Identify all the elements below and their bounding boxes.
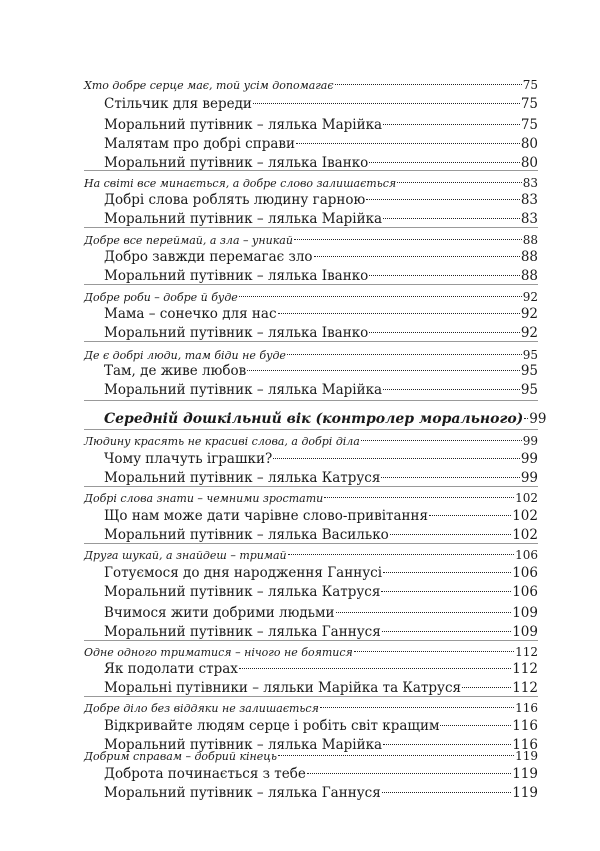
toc-section-title (104, 411, 547, 427)
toc-title: Добрі слова роблять людину гарною (104, 192, 366, 208)
toc-heading (84, 548, 538, 562)
toc-title: Добре все переймай, а зла – уникай (84, 234, 293, 247)
toc-entry (104, 192, 538, 208)
toc-entry (104, 508, 538, 524)
toc-title: Стільчик для вереди (104, 96, 252, 112)
toc-entry (104, 306, 538, 322)
toc-heading (84, 491, 538, 505)
dot-leader (383, 572, 511, 573)
toc-entry (104, 117, 538, 133)
dot-leader (239, 296, 522, 297)
dot-leader (382, 792, 511, 793)
page-number: 75 (520, 117, 538, 133)
page-number: 75 (520, 96, 538, 112)
toc-title: Добрим справам – добрий кінець (84, 750, 277, 763)
toc-entry (104, 136, 538, 152)
dot-leader (314, 256, 520, 257)
dot-leader (440, 725, 511, 726)
dot-leader (278, 755, 514, 756)
toc-title: Моральний путівник – лялька Марійка (104, 211, 383, 227)
dot-leader (381, 591, 511, 592)
toc-entry (104, 766, 538, 782)
page-number: 119 (512, 766, 538, 782)
toc-title: Моральні путівники – ляльки Марійка та Катруся (104, 680, 462, 696)
toc-title: Добро завжди перемагає зло (104, 249, 313, 265)
toc-title: Друга шукай, а знайдеш – тримай (84, 549, 287, 562)
toc-entry (104, 624, 538, 640)
toc-heading (84, 749, 538, 763)
toc-title: Готуємося до дня народження Ганнусі (104, 565, 383, 581)
toc-title: Як подолати страх (104, 661, 238, 677)
page-number: 80 (520, 155, 538, 171)
toc-heading (84, 233, 538, 247)
page-number: 106 (512, 565, 538, 581)
toc-heading (84, 290, 538, 304)
toc-title: На світі все минається, а добре слово залишається (84, 177, 397, 190)
dot-leader (383, 218, 520, 219)
page-number: 116 (515, 701, 538, 715)
page-number: 109 (512, 624, 538, 640)
toc-title: Моральний путівник – лялька Марійка (104, 117, 383, 133)
dot-leader (307, 773, 511, 774)
toc-entry (104, 268, 538, 284)
dot-leader (383, 744, 511, 745)
page-number: 112 (512, 661, 538, 677)
toc-title: Моральний путівник – лялька Іванко (104, 325, 369, 341)
toc-entry (104, 718, 538, 734)
page-number: 92 (520, 306, 538, 322)
toc-title: Моральний путівник – лялька Марійка (104, 737, 383, 753)
toc-entry (104, 96, 538, 112)
toc-entry (104, 565, 538, 581)
dot-leader (383, 124, 520, 125)
page-number: 88 (522, 233, 538, 247)
page-number: 95 (520, 363, 538, 379)
page-number: 99 (529, 411, 547, 427)
dot-leader (320, 707, 514, 708)
dot-leader (361, 440, 522, 441)
dot-leader (354, 651, 514, 652)
toc-title: Вчимося жити добрими людьми (104, 605, 335, 621)
toc-title: Добрі слова знати – чемними зростати (84, 492, 324, 505)
page-number: 119 (515, 749, 538, 763)
toc-title: Добре роби – добре й буде (84, 291, 238, 304)
page-number: 106 (512, 584, 538, 600)
dot-leader (429, 515, 511, 516)
page-number: 99 (520, 470, 538, 486)
toc-title: Людину красять не красиві слова, а добрі діла (84, 435, 360, 448)
toc-entry (104, 249, 538, 265)
toc-heading (84, 645, 538, 659)
page-number: 88 (520, 249, 538, 265)
page-number: 99 (522, 434, 538, 448)
toc-title: Моральний путівник – лялька Катруся (104, 470, 381, 486)
toc-title: Відкривайте людям серце і робіть світ кращим (104, 718, 440, 734)
dot-leader (390, 534, 511, 535)
toc-entry (104, 661, 538, 677)
page-number: 92 (520, 325, 538, 341)
dot-leader (397, 182, 522, 183)
toc-title: Середній дошкільний вік (контролер морального) (104, 411, 524, 427)
toc-title: Моральний путівник – лялька Катруся (104, 584, 381, 600)
dot-leader (324, 497, 514, 498)
dot-leader (524, 418, 528, 419)
dot-leader (288, 554, 514, 555)
section-divider (84, 400, 538, 401)
section-divider (84, 227, 538, 228)
dot-leader (247, 370, 520, 371)
dot-leader (287, 354, 522, 355)
page-number: 75 (522, 78, 538, 92)
toc-entry (104, 382, 538, 398)
dot-leader (369, 332, 520, 333)
section-divider (84, 640, 538, 641)
toc-entry (104, 211, 538, 227)
toc-title: Моральний путівник – лялька Ганнуся (104, 785, 381, 801)
dot-leader (336, 612, 512, 613)
toc-entry (104, 527, 538, 543)
dot-leader (369, 162, 520, 163)
page-number: 102 (512, 508, 538, 524)
dot-leader (366, 199, 520, 200)
toc-entry (104, 325, 538, 341)
dot-leader (273, 458, 520, 459)
page-number: 88 (520, 268, 538, 284)
toc-entry (104, 680, 538, 696)
dot-leader (278, 313, 520, 314)
toc-title: Моральний путівник – лялька Ганнуся (104, 624, 381, 640)
toc-entry (104, 584, 538, 600)
toc-title: Моральний путівник – лялька Іванко (104, 268, 369, 284)
toc-entry (104, 363, 538, 379)
toc-title: Хто добре серце має, той усім допомагає (84, 79, 334, 92)
page-number: 116 (512, 737, 538, 753)
page-number: 95 (522, 348, 538, 362)
section-divider (84, 486, 538, 487)
toc-entry (104, 605, 538, 621)
page-number: 80 (520, 136, 538, 152)
toc-title: Одне одного триматися – нічого не боятися (84, 646, 353, 659)
toc-entry (104, 470, 538, 486)
dot-leader (382, 631, 511, 632)
section-divider (84, 341, 538, 342)
page-number: 112 (512, 680, 538, 696)
page-number: 92 (522, 290, 538, 304)
toc-title: Моральний путівник – лялька Василько (104, 527, 389, 543)
section-divider (84, 543, 538, 544)
dot-leader (381, 477, 519, 478)
dot-leader (294, 239, 522, 240)
dot-leader (253, 103, 520, 104)
toc-title: Там, де живе любов (104, 363, 247, 379)
toc-title: Доброта починається з тебе (104, 766, 306, 782)
page-number: 109 (512, 605, 538, 621)
toc-entry (104, 155, 538, 171)
toc-title: Моральний путівник – лялька Іванко (104, 155, 369, 171)
dot-leader (296, 143, 520, 144)
page-number: 95 (520, 382, 538, 398)
section-divider (84, 284, 538, 285)
section-divider (84, 696, 538, 697)
toc-title: Чому плачуть іграшки? (104, 451, 273, 467)
toc-title: Де є добрі люди, там біди не буде (84, 349, 286, 362)
page-number: 83 (520, 211, 538, 227)
toc-heading (84, 348, 538, 362)
page-number: 102 (512, 527, 538, 543)
toc-title: Добре діло без віддяки не залишається (84, 702, 319, 715)
dot-leader (383, 389, 520, 390)
toc-heading (84, 78, 538, 92)
dot-leader (335, 84, 522, 85)
page-number: 112 (515, 645, 538, 659)
page-number: 83 (520, 192, 538, 208)
dot-leader (369, 275, 520, 276)
dot-leader (239, 668, 511, 669)
toc-title: Малятам про добрі справи (104, 136, 295, 152)
page-number: 116 (512, 718, 538, 734)
dot-leader (462, 687, 511, 688)
toc-entry (104, 451, 538, 467)
toc-title: Що нам може дати чарівне слово-привітання (104, 508, 429, 524)
toc-heading (84, 176, 538, 190)
page-number: 83 (522, 176, 538, 190)
toc-title: Моральний путівник – лялька Марійка (104, 382, 383, 398)
page-number: 106 (515, 548, 538, 562)
toc-heading (84, 434, 538, 448)
section-divider (84, 429, 538, 430)
page-number: 119 (512, 785, 538, 801)
toc-title: Мама – сонечко для нас (104, 306, 277, 322)
toc-heading (84, 701, 538, 715)
section-divider (84, 170, 538, 171)
page-number: 99 (520, 451, 538, 467)
page-number: 102 (515, 491, 538, 505)
toc-entry (104, 785, 538, 801)
